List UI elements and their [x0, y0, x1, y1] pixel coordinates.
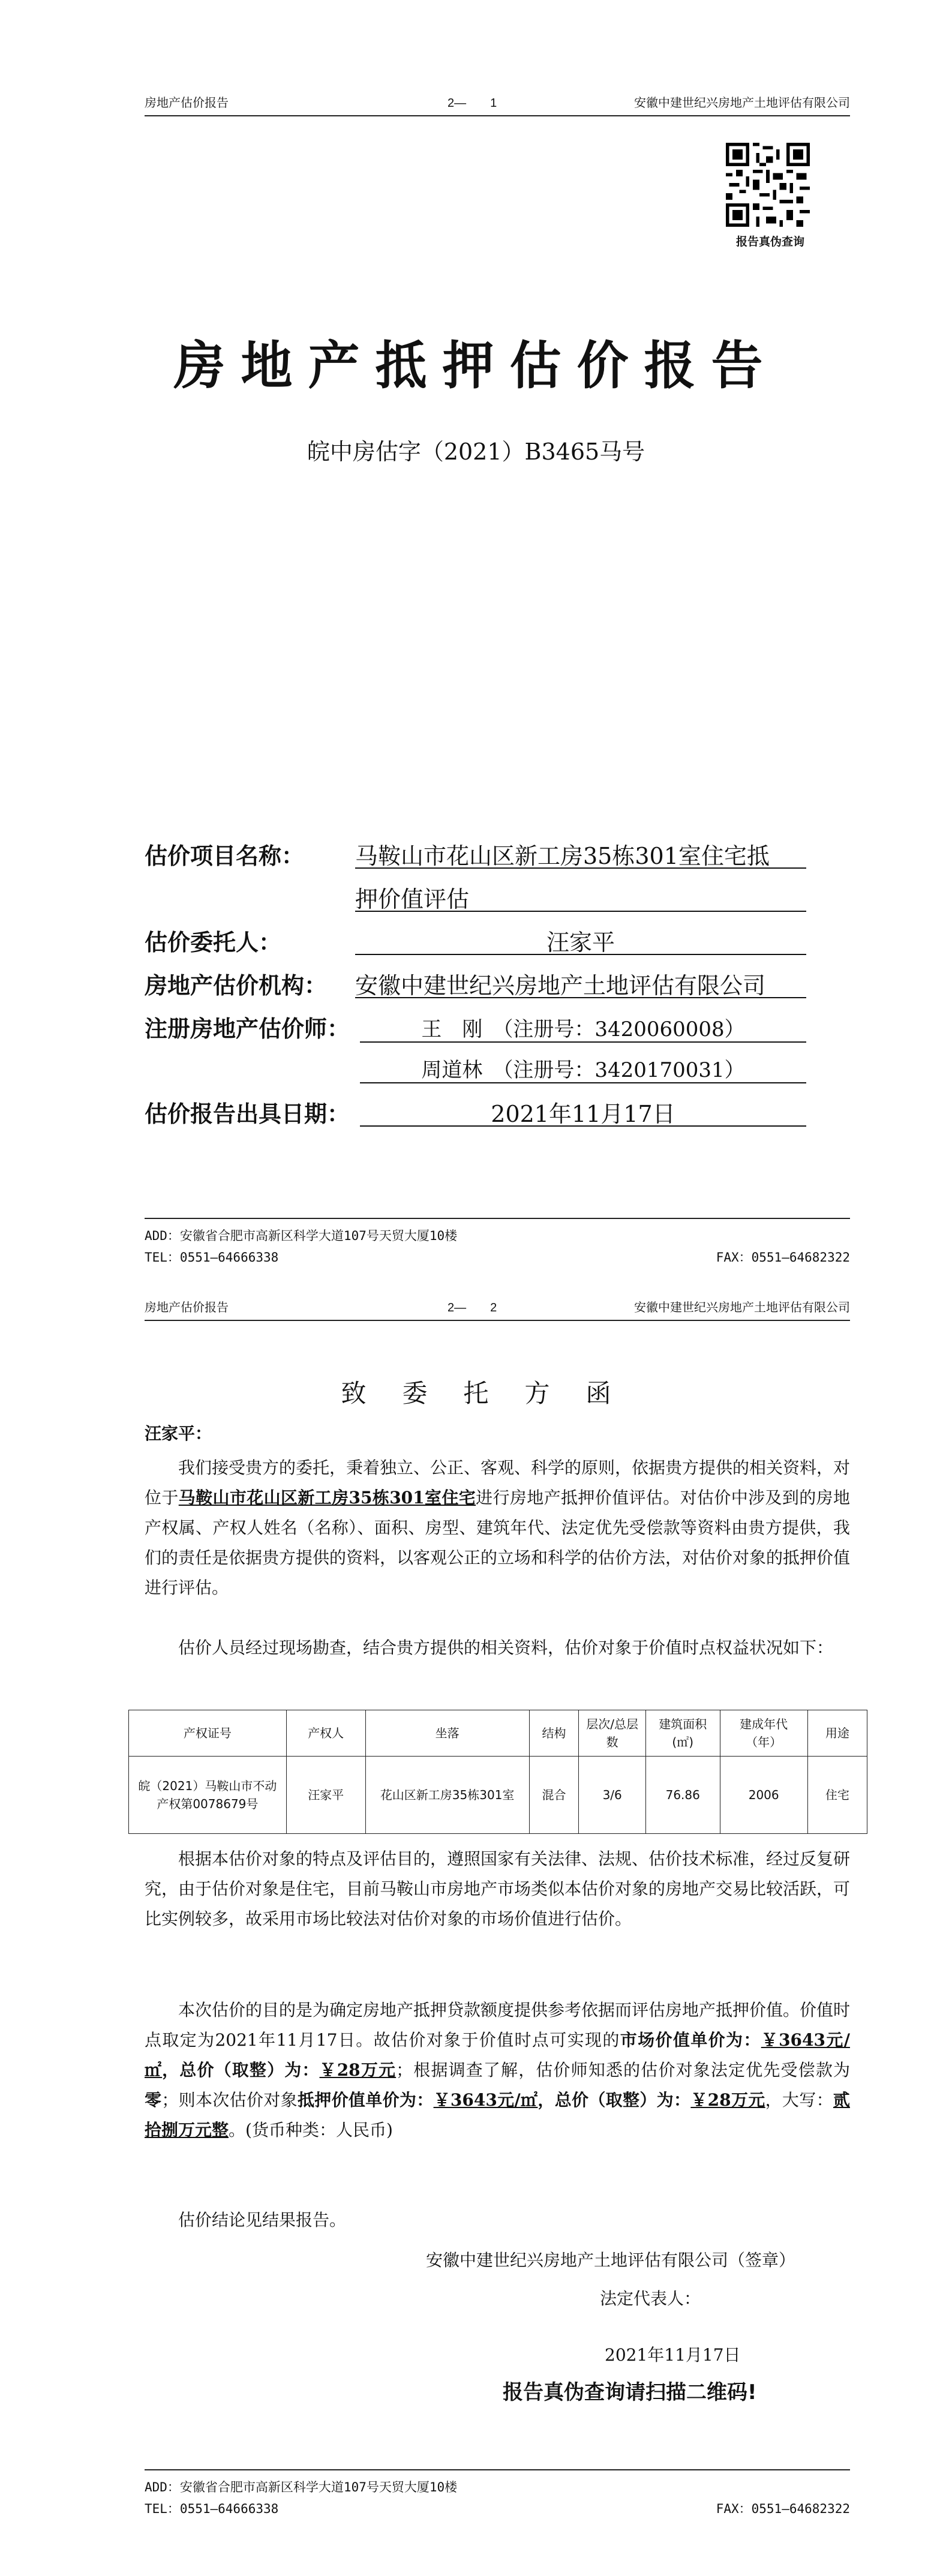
- date-label: 估价报告出具日期：: [145, 1101, 350, 1127]
- mortgage-total-price: ￥28万元: [690, 2090, 765, 2110]
- th-area: 建筑面积(㎡): [645, 1710, 720, 1757]
- client-value: 汪家平: [546, 929, 615, 956]
- td-cert: 皖（2021）马鞍山市不动产权第0078679号: [129, 1757, 287, 1834]
- th-owner: 产权人: [286, 1710, 365, 1757]
- header-company: 安徽中建世纪兴房地产土地评估有限公司: [634, 97, 850, 110]
- paragraph-4: [145, 1995, 850, 2145]
- agency-label: 房地产估价机构：: [145, 972, 328, 999]
- p4-text-c: ；根据调查了解，估价师知悉的估价对象法定优先受偿款为: [396, 2060, 850, 2080]
- appraiser-underline-1: [360, 1041, 806, 1043]
- market-unit-price: ￥3643元/㎡: [145, 2030, 850, 2080]
- td-location: 花山区新工房35栋301室: [365, 1757, 529, 1834]
- paragraph-3: 根据本估价对象的特点及评估目的，遵照国家有关法律、法规、估价技术标准，经过反复研究，由于估价对象是住宅，目前马鞍山市房地产市场类似本估价对象的房地产交易比较活跃，可比实例较多，故采用市场比较法对估价对象的市场价值进行估价。: [145, 1849, 851, 1929]
- p4-text-e: ；则本次估价对象: [161, 2090, 298, 2110]
- th-cert: 产权证号: [129, 1710, 287, 1757]
- th-year: 建成年代（年）: [720, 1710, 807, 1757]
- page-header: [145, 91, 850, 116]
- salutation: 汪家平：: [145, 1424, 212, 1443]
- header-left: 房地产估价报告: [145, 97, 229, 110]
- td-usage: 住宅: [807, 1757, 867, 1834]
- market-total-price: ￥28万元: [319, 2060, 397, 2080]
- header-left: 房地产估价报告: [145, 1301, 229, 1314]
- footer-rule: [145, 2469, 850, 2470]
- mortgage-unit-price: ￥3643元/㎡: [433, 2090, 538, 2110]
- td-structure: 混合: [529, 1757, 579, 1834]
- paragraph-1: [145, 1453, 850, 1603]
- td-floor: 3/6: [579, 1757, 645, 1834]
- qr-code-icon[interactable]: [726, 143, 810, 227]
- p1-text-a: 我们接受贵方的委托，秉着独立、公正、客观、科学的原则，依据贵方提供的相关资料，对位于: [145, 1458, 851, 1508]
- appraiser-1: 王 刚 （注册号：3420060008）: [421, 1017, 745, 1041]
- client-label: 估价委托人：: [145, 929, 282, 956]
- date-value: 2021年11月17日: [491, 1101, 675, 1127]
- paragraph-5: 估价结论见结果报告。: [178, 2210, 347, 2230]
- footer-fax: FAX：0551—64682322: [716, 1250, 850, 1265]
- footer-tel: TEL：0551—64666338: [145, 1250, 279, 1265]
- project-name-line1: 马鞍山市花山区新工房35栋301室住宅抵: [355, 843, 770, 869]
- header-page-number: 2— 2: [448, 1301, 497, 1314]
- th-floor: 层次/总层数: [579, 1710, 645, 1757]
- priority-amount: 零: [145, 2090, 162, 2110]
- project-underline-1: [355, 867, 806, 869]
- footer-address: ADD：安徽省合肥市高新区科学大道107号天贸大厦10楼: [145, 1229, 458, 1243]
- td-owner: 汪家平: [286, 1757, 365, 1834]
- td-year: 2006: [720, 1757, 807, 1834]
- letter-title: 致委托方函: [341, 1379, 647, 1408]
- th-usage: 用途: [807, 1710, 867, 1757]
- letter-page: [0, 1290, 952, 2576]
- footer-tel: TEL：0551—64666338: [145, 2502, 279, 2516]
- project-name-label: 估价项目名称：: [145, 843, 305, 869]
- sign-date: 2021年11月17日: [605, 2345, 741, 2365]
- project-name-line2: 押价值评估: [355, 886, 470, 912]
- mortgage-unit-label: 抵押价值单价为：: [297, 2090, 434, 2110]
- p1-text-b: 进行房地产抵押价值评估。对估价中涉及到的房地产权属、产权人姓名（名称）、面积、房型、建筑年代、法定优先受偿款等资料由贵方提供，我们的责任是依据贵方提供的资料，以客观公正的立场和科学的估价方法，对估价对象的抵押价值进行评估。: [145, 1488, 851, 1598]
- legal-representative: 法定代表人：: [600, 2289, 701, 2308]
- report-number: 皖中房估字（2021）B3465马号: [307, 439, 645, 465]
- agency-underline: [355, 997, 806, 998]
- th-location: 坐落: [365, 1710, 529, 1757]
- p4-text-i: 。(货币种类：人民币): [229, 2120, 393, 2140]
- page-footer: [145, 2469, 850, 2535]
- market-unit-label: 市场价值单价为：: [620, 2030, 761, 2050]
- project-underline-2: [355, 911, 806, 912]
- header-page-number: 2— 1: [448, 97, 497, 110]
- agency-value: 安徽中建世纪兴房地产土地评估有限公司: [355, 972, 766, 999]
- p4-text-g: ，大写：: [765, 2090, 833, 2110]
- appraiser-2: 周道林 （注册号：3420170031）: [421, 1058, 745, 1082]
- header-company: 安徽中建世纪兴房地产土地评估有限公司: [634, 1301, 850, 1314]
- client-underline: [355, 954, 806, 955]
- company-signature: 安徽中建世纪兴房地产土地评估有限公司（签章）: [426, 2250, 796, 2270]
- qr-label: 报告真伪查询: [735, 235, 804, 248]
- mortgage-total-label: ，总价（取整）为：: [537, 2090, 691, 2110]
- date-underline: [360, 1125, 806, 1127]
- footer-rule: [145, 1218, 850, 1219]
- market-total-label: ，总价（取整）为：: [162, 2060, 320, 2080]
- amount-in-words: 贰拾捌万元整: [145, 2090, 850, 2140]
- footer-address: ADD：安徽省合肥市高新区科学大道107号天贸大厦10楼: [145, 2480, 458, 2494]
- table-header-row: [129, 1710, 867, 1757]
- p1-address: 马鞍山市花山区新工房35栋301室住宅: [178, 1488, 476, 1508]
- page-header: [145, 1296, 850, 1321]
- th-structure: 结构: [529, 1710, 579, 1757]
- report-title: 房地产抵押估价报告: [173, 335, 779, 396]
- table-row: [129, 1757, 867, 1834]
- footer-fax: FAX：0551—64682322: [716, 2502, 850, 2516]
- page-footer: [145, 1218, 850, 1284]
- td-area: 76.86: [645, 1757, 720, 1834]
- property-table: [128, 1710, 867, 1834]
- appraiser-label: 注册房地产估价师：: [145, 1016, 350, 1042]
- appraiser-underline-2: [360, 1082, 806, 1083]
- scan-qr-note: 报告真伪查询请扫描二维码!: [503, 2380, 757, 2404]
- paragraph-2: 估价人员经过现场勘查，结合贵方提供的相关资料，估价对象于价值时点权益状况如下：: [178, 1638, 834, 1658]
- p4-text-a: 本次估价的目的是为确定房地产抵押贷款额度提供参考依据而评估房地产抵押价值。价值时点取定为2021年11月17日。故估价对象于价值时点可实现的: [145, 2000, 851, 2050]
